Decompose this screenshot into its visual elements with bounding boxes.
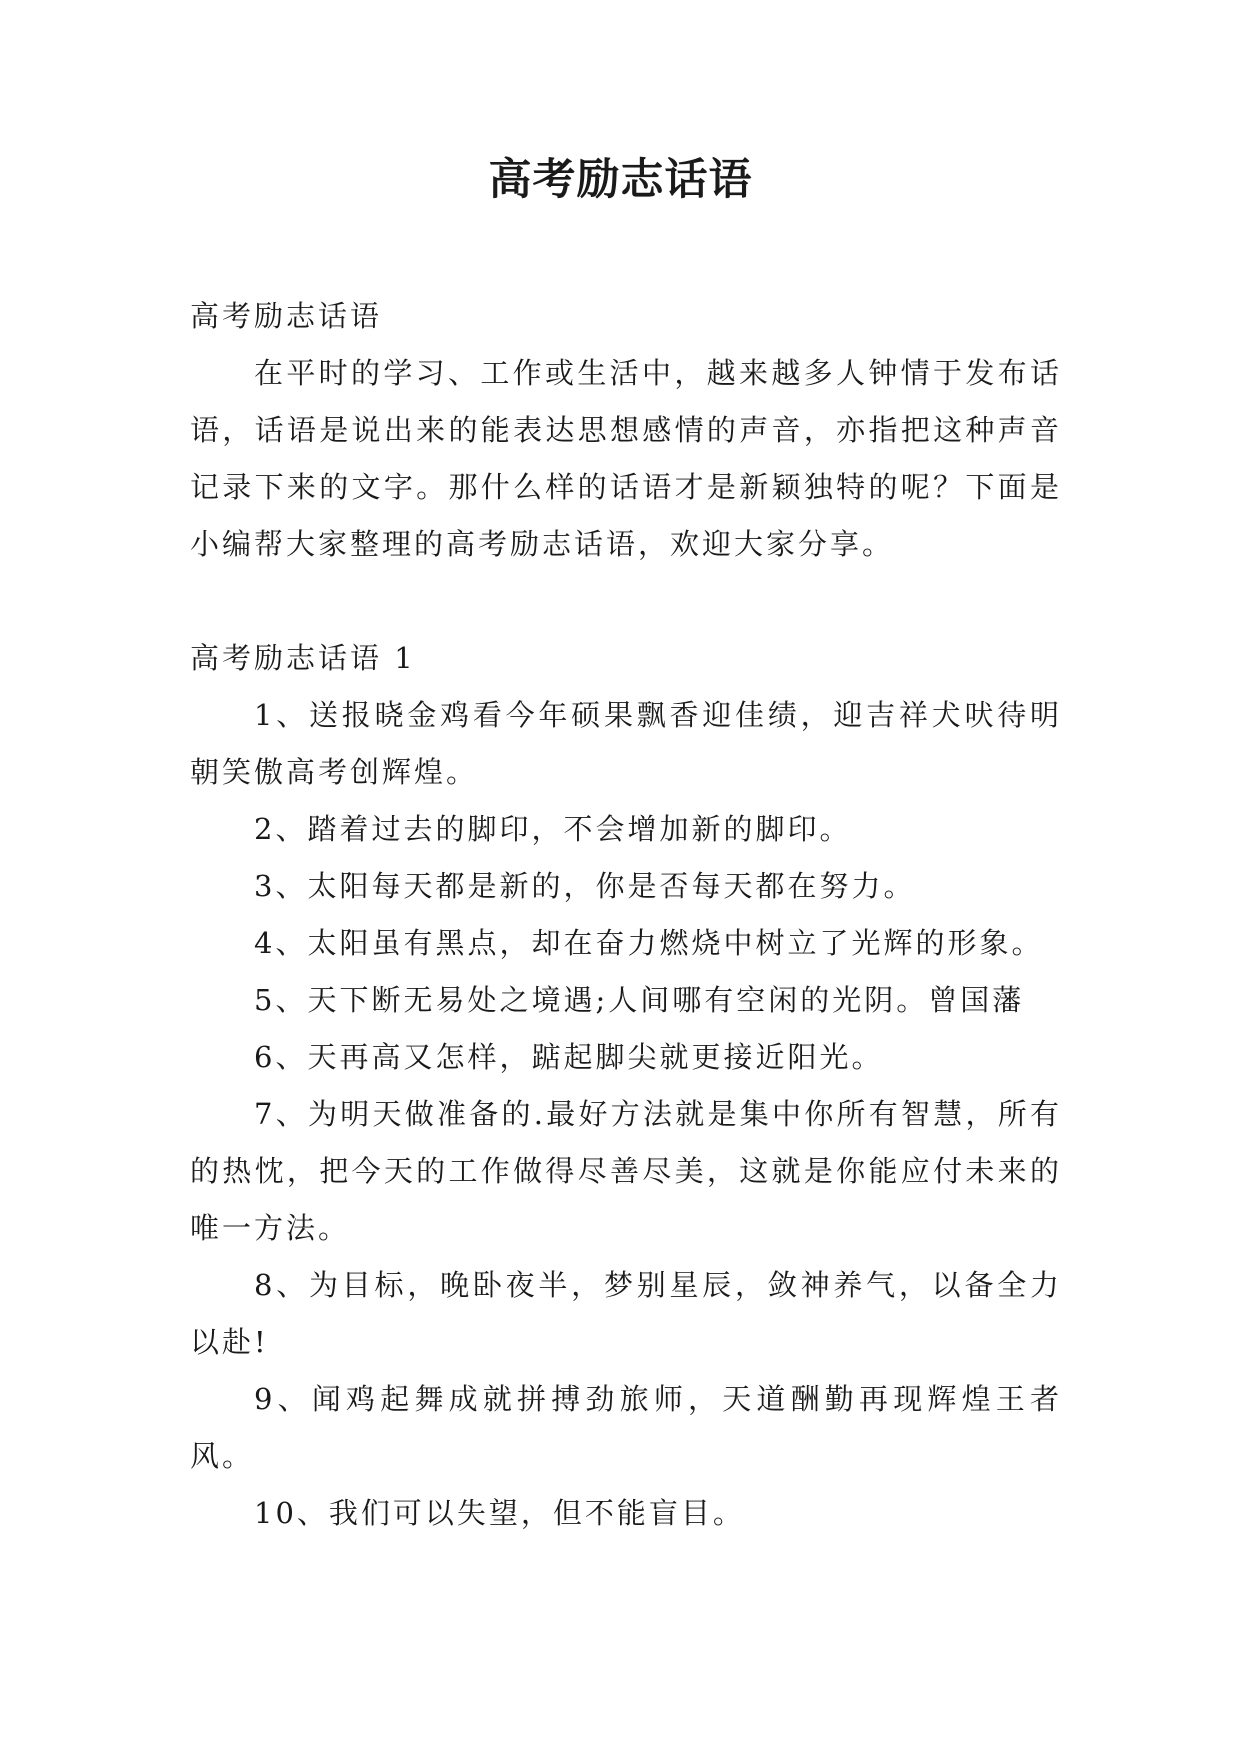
intro-paragraph: 在平时的学习、工作或生活中，越来越多人钟情于发布话语，话语是说出来的能表达思想感情的声音，亦指把这种声音记录下来的文字。那什么样的话语才是新颖独特的呢？下面是小编帮大家整理的高考励志话语，欢迎大家分享。: [190, 356, 1062, 561]
list-item: 4、太阳虽有黑点，却在奋力燃烧中树立了光辉的形象。: [254, 926, 1044, 960]
list-item: 7、为明天做准备的.最好方法就是集中你所有智慧，所有的热忱，把今天的工作做得尽善尽美，这就是你能应付未来的唯一方法。: [190, 1097, 1062, 1245]
document-subtitle: 高考励志话语: [190, 299, 383, 333]
document-body: [190, 288, 1062, 1542]
list-item: 2、踏着过去的脚印，不会增加新的脚印。: [254, 812, 852, 846]
list-item: 9、闻鸡起舞成就拼搏劲旅师，天道酬勤再现辉煌王者风。: [190, 1382, 1062, 1473]
list-item: 6、天再高又怎样，踮起脚尖就更接近阳光。: [254, 1040, 884, 1074]
list-item: 8、为目标，晚卧夜半，梦别星辰，敛神养气，以备全力以赴!: [190, 1268, 1062, 1359]
list-item: 5、天下断无易处之境遇;人间哪有空闲的光阴。曾国藩: [254, 983, 1025, 1017]
list-item: 10、我们可以失望，但不能盲目。: [254, 1496, 745, 1530]
list-item: 3、太阳每天都是新的，你是否每天都在努力。: [254, 869, 916, 903]
section-heading: 高考励志话语 1: [190, 641, 416, 675]
document-title: 高考励志话语: [488, 155, 753, 205]
section-spacer: [190, 573, 1062, 630]
list-item: 1、送报晓金鸡看今年硕果飘香迎佳绩，迎吉祥犬吠待明朝笑傲高考创辉煌。: [190, 698, 1062, 789]
